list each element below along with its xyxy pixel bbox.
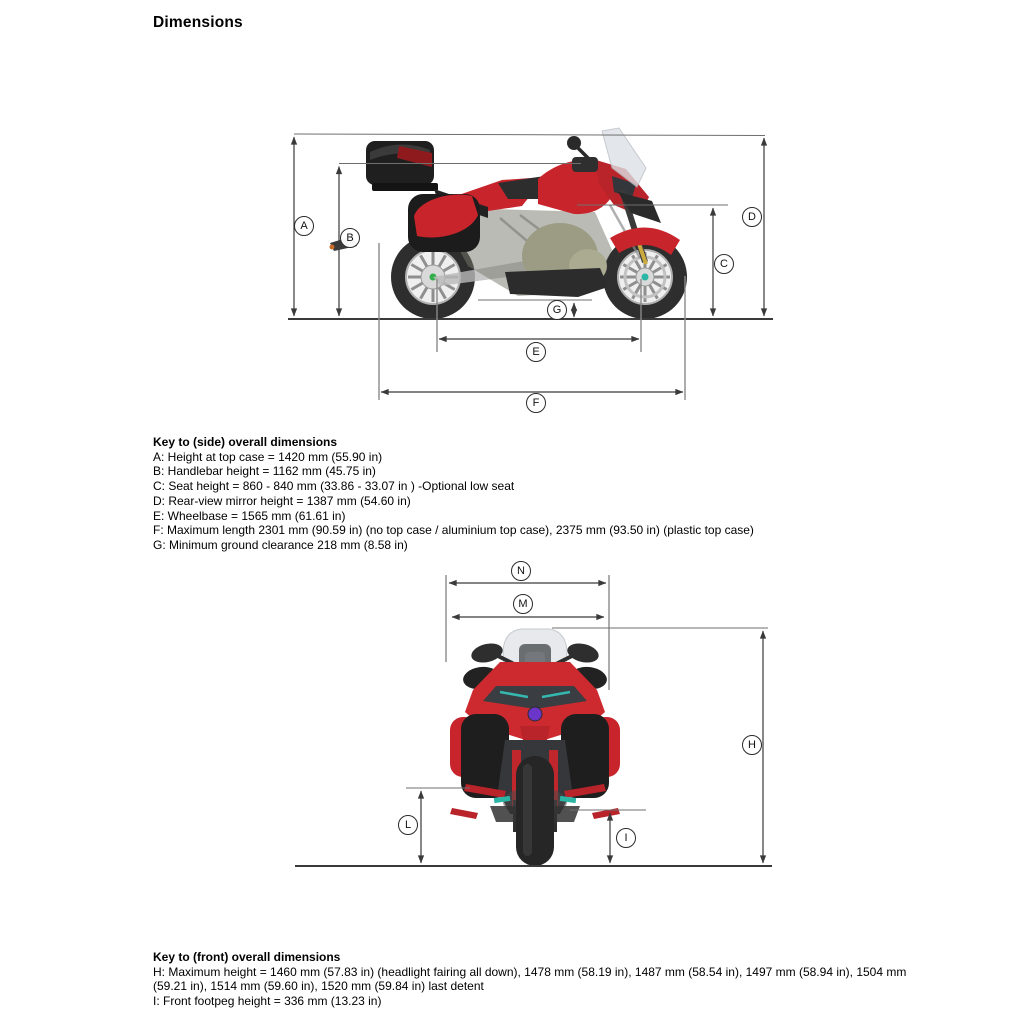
front-key-title: Key to (front) overall dimensions: [153, 950, 341, 964]
dim-label-f: F: [526, 393, 546, 413]
key-line-h: H: Maximum height = 1460 mm (57.83 in) (headlight fairing all down), 1478 mm (58.19 in), 1487 mm (58.54 in), 1497 mm (58.94 in), 1504 mm (59.21 in), 1514 mm (59.60 in), 1520 mm (59.84 in) last detent: [153, 964, 907, 994]
front-dimensions-key: [153, 950, 910, 1009]
side-pannier: [408, 194, 480, 252]
side-view-motorcycle-illustration: [330, 128, 688, 319]
key-line-f: F: Maximum length 2301 mm (90.59 in) (no top case / aluminium top case), 2375 mm (93.50 in) (plastic top case): [153, 523, 754, 538]
key-line-a: A: Height at top case = 1420 mm (55.90 in): [153, 449, 383, 464]
front-view-motorcycle-illustration: [450, 629, 620, 866]
key-line-g: G: Minimum ground clearance 218 mm (8.58 in): [153, 537, 408, 552]
right-mirror: [565, 640, 600, 665]
brand-logo: [528, 707, 542, 721]
dim-label-n: N: [511, 561, 531, 581]
dim-label-a: A: [294, 216, 314, 236]
dim-label-g: G: [547, 300, 567, 320]
front-tyre: [516, 756, 554, 866]
dim-label-d: D: [742, 207, 762, 227]
side-key-title: Key to (side) overall dimensions: [153, 435, 338, 449]
dim-label-i: I: [616, 828, 636, 848]
key-line-e: E: Wheelbase = 1565 mm (61.61 in): [153, 508, 346, 523]
key-line-c: C: Seat height = 860 - 840 mm (33.86 - 33.07 in ) -Optional low seat: [153, 479, 515, 494]
left-mirror: [469, 640, 504, 665]
dim-label-l: L: [398, 815, 418, 835]
dim-label-c: C: [714, 254, 734, 274]
dim-label-e: E: [526, 342, 546, 362]
dim-label-h: H: [742, 735, 762, 755]
side-dimensions-key: [153, 435, 863, 553]
dim-label-m: M: [513, 594, 533, 614]
key-line-b: B: Handlebar height = 1162 mm (45.75 in): [153, 464, 376, 479]
page-title: Dimensions: [153, 14, 243, 31]
dim-label-b: B: [340, 228, 360, 248]
key-line-i: I: Front footpeg height = 336 mm (13.23 in): [153, 994, 382, 1009]
key-line-d: D: Rear-view mirror height = 1387 mm (54.60 in): [153, 493, 411, 508]
